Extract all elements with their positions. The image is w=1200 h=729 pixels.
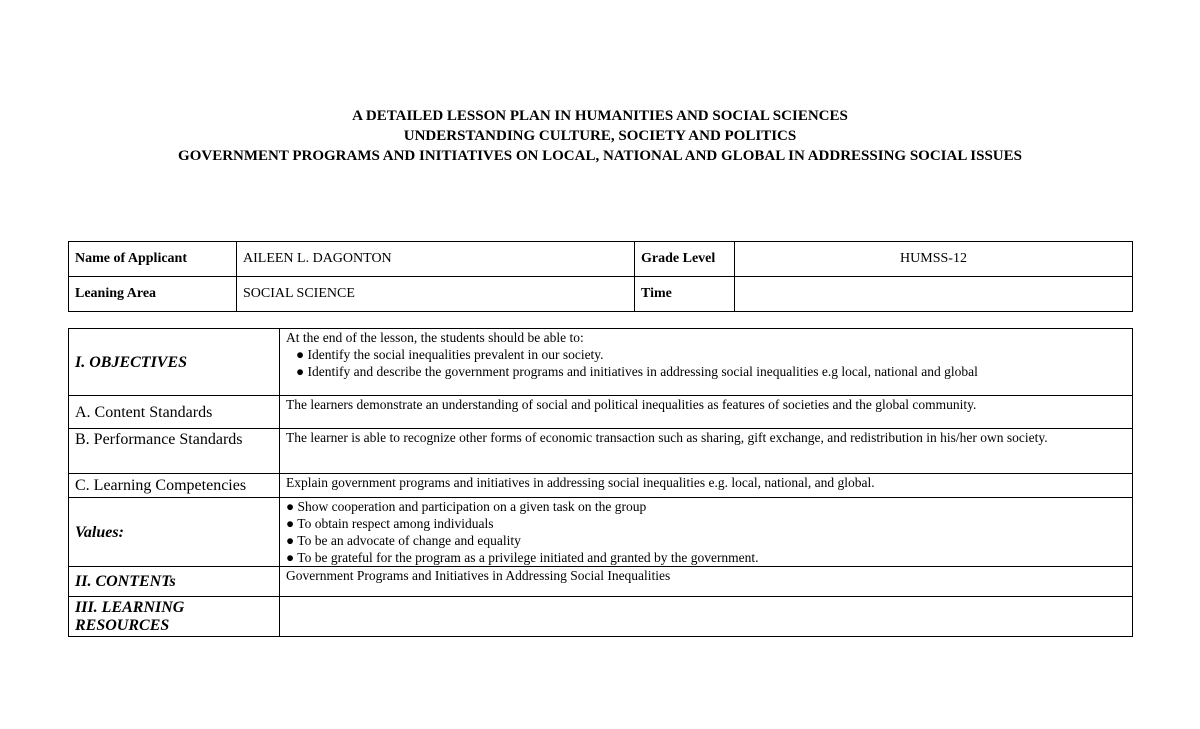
time-value: [735, 277, 1133, 312]
objective-item: ● Identify the social inequalities prevalent in our society.: [296, 347, 604, 362]
applicant-value: AILEEN L. DAGONTON: [237, 242, 635, 277]
document-title-block: [0, 106, 1200, 166]
performance-standards-text: The learner is able to recognize other forms of economic transaction such as sharing, gift exchange, and redistribution in his/her own society.: [280, 429, 1133, 474]
info-row-applicant: [69, 242, 1133, 277]
values-content: [280, 498, 1133, 567]
learning-competencies-row: [69, 474, 1133, 498]
grade-level-label: Grade Level: [635, 242, 735, 277]
contents-text: Government Programs and Initiatives in Addressing Social Inequalities: [280, 567, 1133, 597]
applicant-info-table: [68, 241, 1133, 312]
learning-resources-label: III. LEARNING RESOURCES: [69, 597, 280, 637]
lesson-plan-table: [68, 328, 1133, 637]
grade-level-value: HUMSS-12: [735, 242, 1133, 277]
contents-row: [69, 567, 1133, 597]
applicant-label: Name of Applicant: [69, 242, 237, 277]
objectives-content: [280, 329, 1133, 396]
objectives-label: I. OBJECTIVES: [69, 329, 280, 396]
performance-standards-label: B. Performance Standards: [69, 429, 280, 474]
learning-resources-row: [69, 597, 1133, 637]
content-standards-row: [69, 396, 1133, 429]
info-row-area: [69, 277, 1133, 312]
objectives-intro: At the end of the lesson, the students should be able to:: [286, 330, 584, 345]
title-line-1: A DETAILED LESSON PLAN IN HUMANITIES AND SOCIAL SCIENCES: [352, 108, 848, 124]
title-line-3: GOVERNMENT PROGRAMS AND INITIATIVES ON LOCAL, NATIONAL AND GLOBAL IN ADDRESSING SOCIAL ISSUES: [178, 148, 1022, 164]
time-label: Time: [635, 277, 735, 312]
value-item: ● To be an advocate of change and equality: [286, 533, 521, 548]
values-label: Values:: [69, 498, 280, 567]
learning-resources-text: [280, 597, 1133, 637]
performance-standards-row: [69, 429, 1133, 474]
value-item: ● Show cooperation and participation on a given task on the group: [286, 499, 647, 514]
content-standards-label: A. Content Standards: [69, 396, 280, 429]
value-item: ● To be grateful for the program as a privilege initiated and granted by the government.: [286, 550, 759, 565]
learning-competencies-label: C. Learning Competencies: [69, 474, 280, 498]
learning-area-value: SOCIAL SCIENCE: [237, 277, 635, 312]
value-item: ● To obtain respect among individuals: [286, 516, 494, 531]
objective-item: ● Identify and describe the government programs and initiatives in addressing social inequalities e.g local, national and global: [296, 364, 978, 379]
learning-competencies-text: Explain government programs and initiatives in addressing social inequalities e.g. local, national, and global.: [280, 474, 1133, 498]
learning-area-label: Leaning Area: [69, 277, 237, 312]
values-row: [69, 498, 1133, 567]
content-standards-text: The learners demonstrate an understanding of social and political inequalities as features of societies and the global community.: [280, 396, 1133, 429]
objectives-row: [69, 329, 1133, 396]
title-line-2: UNDERSTANDING CULTURE, SOCIETY AND POLITICS: [403, 128, 797, 144]
contents-label: II. CONTENTs: [69, 567, 280, 597]
